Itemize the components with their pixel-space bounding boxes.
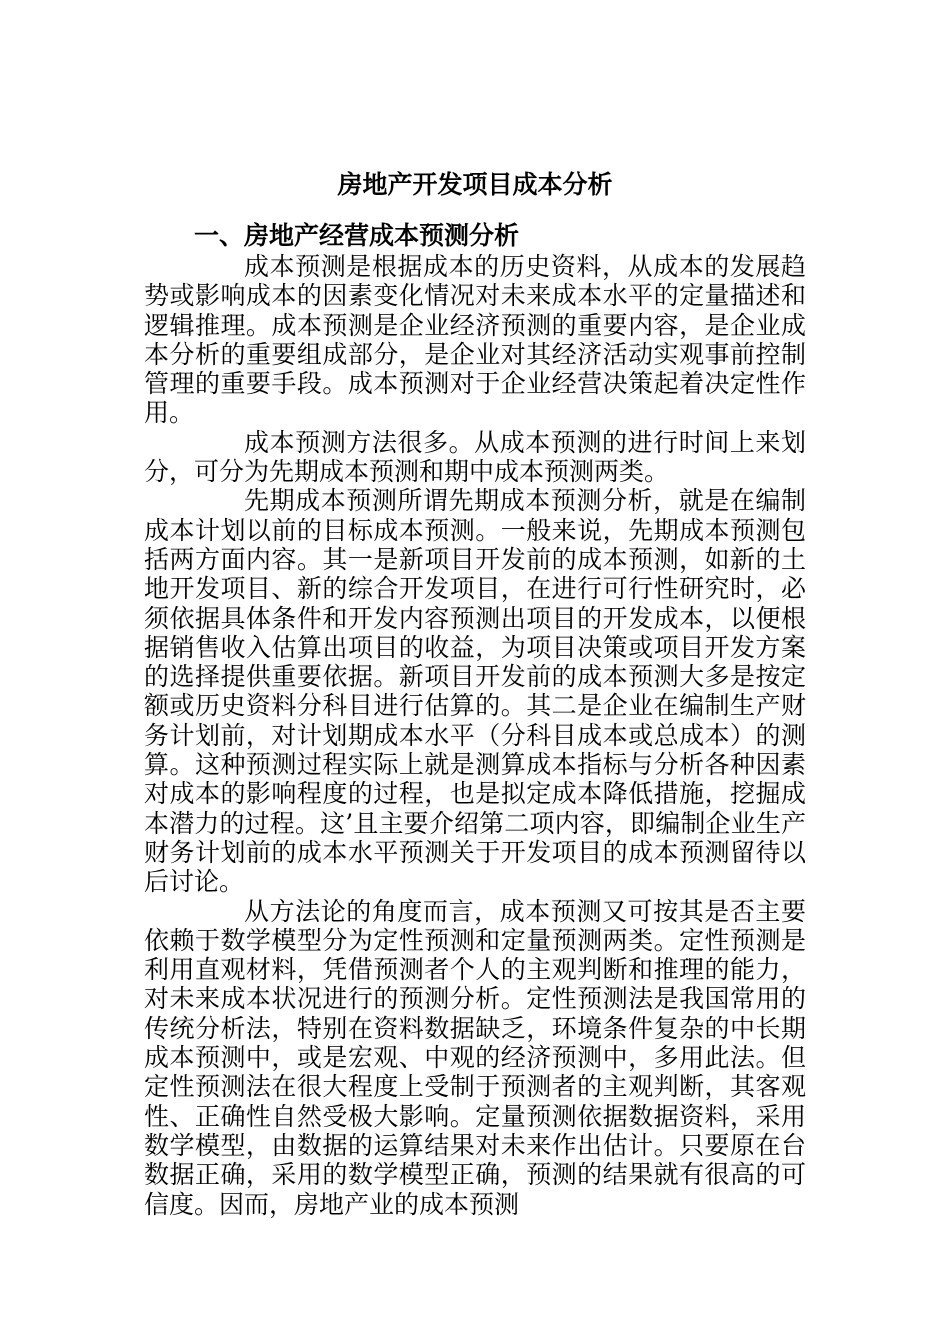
body-text bbox=[144, 252, 806, 1219]
paragraph-4: 从方法论的角度而言，成本预测又可按其是否主要依赖于数学模型分为定性预测和定量预测两类。定性预测是利用直观材料，凭借预测者个人的主观判断和推理的能力，对未来成本状况进行的预测分析。定性预测法是我国常用的传统分析法，特别在资料数据缺乏，环境条件复杂的中长期成本预测中，或是宏观、中观的经济预测中，多用此法。但定性预测法在很大程度上受制于预测者的主观判断，其客观性、正确性自然受极大影响。定量预测依据数据资料，采用数学模型，由数据的运算结果对未来作出估计。只要原在台数据正确，采用的数学模型正确，预测的结果就有很高的可信度。因而，房地产业的成本预测 bbox=[144, 896, 806, 1219]
document-title: 房地产开发项目成本分析 bbox=[337, 170, 613, 199]
paragraph-3: 先期成本预测所谓先期成本预测分析，就是在编制成本计划以前的目标成本预测。一般来说，先期成本预测包括两方面内容。其一是新项目开发前的成本预测，如新的土地开发项目、新的综合开发项目，在进行可行性研究时，必须依据具体条件和开发内容预测出项目的开发成本，以便根据销售收入估算出项目的收益，为项目决策或项目开发方案的选择提供重要依据。新项目开发前的成本预测大多是按定额或历史资料分科目进行估算的。其二是企业在编制生产财务计划前，对计划期成本水平（分科目成本或总成本）的测算。这种预测过程实际上就是测算成本指标与分析各种因素对成本的影响程度的过程，也是拟定成本降低措施，挖掘成本潜力的过程。这’且主要介绍第二项内容，即编制企业生产财务计划前的成本水平预测关于开发项目的成本预测留待以后讨论。 bbox=[144, 486, 806, 897]
paragraph-2: 成本预测方法很多。从成本预测的进行时间上来划分，可分为先期成本预测和期中成本预测两类。 bbox=[144, 427, 806, 487]
paragraph-1: 成本预测是根据成本的历史资料，从成本的发展趋势或影响成本的因素变化情况对未来成本水平的定量描述和逻辑推理。成本预测是企业经济预测的重要内容，是企业成本分析的重要组成部分，是企业对其经济活动实观事前控制管理的重要手段。成本预测对于企业经营决策起着决定性作用。 bbox=[144, 252, 806, 428]
section-heading: 一、房地产经营成本预测分析 bbox=[194, 221, 520, 250]
